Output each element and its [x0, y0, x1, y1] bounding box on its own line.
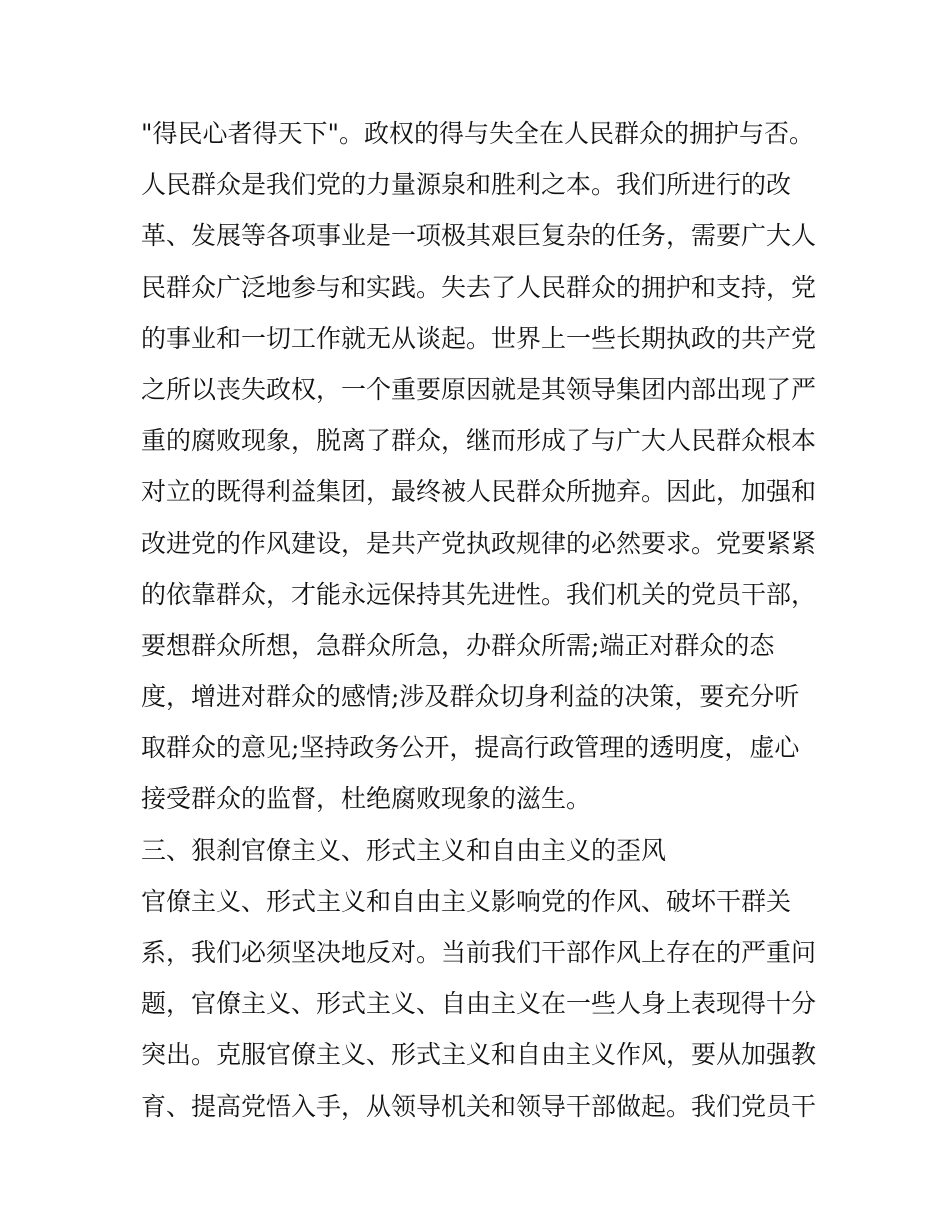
- text-line: 民群众广泛地参与和实践。失去了人民群众的拥护和支持，党: [141, 272, 817, 302]
- text-line: 的依靠群众，才能永远保持其先进性。我们机关的党员干部，: [141, 579, 817, 609]
- text-line: 对立的既得利益集团，最终被人民群众所抛弃。因此，加强和: [141, 477, 817, 507]
- text-line: 官僚主义、形式主义和自由主义影响党的作风、破坏干群关: [141, 886, 792, 916]
- text-line: 接受群众的监督，杜绝腐败现象的滋生。: [141, 784, 592, 814]
- text-line: 之所以丧失政权，一个重要原因就是其领导集团内部出现了严: [141, 374, 817, 404]
- text-line: 度，增进对群众的感情;涉及群众切身利益的决策，要充分听: [141, 682, 800, 712]
- body-text: [141, 108, 821, 1132]
- text-line: 题，官僚主义、形式主义、自由主义在一些人身上表现得十分: [141, 989, 817, 1019]
- section-heading: 三、狠刹官僚主义、形式主义和自由主义的歪风: [141, 835, 667, 865]
- text-line: 育、提高党悟入手，从领导机关和领导干部做起。我们党员干: [141, 1091, 817, 1121]
- text-line: 取群众的意见;坚持政务公开，提高行政管理的透明度，虚心: [141, 733, 800, 763]
- text-line: "得民心者得天下"。政权的得与失全在人民群众的拥护与否。: [141, 119, 815, 148]
- text-line: 人民群众是我们党的力量源泉和胜利之本。我们所进行的改: [141, 170, 792, 200]
- text-line: 的事业和一切工作就无从谈起。世界上一些长期执政的共产党: [141, 323, 817, 353]
- text-line: 重的腐败现象，脱离了群众，继而形成了与广大人民群众根本: [141, 426, 817, 456]
- text-line: 革、发展等各项事业是一项极其艰巨复杂的任务，需要广大人: [141, 221, 817, 251]
- text-line: 要想群众所想，急群众所急，办群众所需;端正对群众的态: [141, 630, 775, 660]
- text-line: 突出。克服官僚主义、形式主义和自由主义作风，要从加强教: [141, 1040, 817, 1070]
- text-line: 系，我们必须坚决地反对。当前我们干部作风上存在的严重问: [141, 938, 817, 967]
- text-line: 改进党的作风建设，是共产党执政规律的必然要求。党要紧紧: [141, 528, 817, 558]
